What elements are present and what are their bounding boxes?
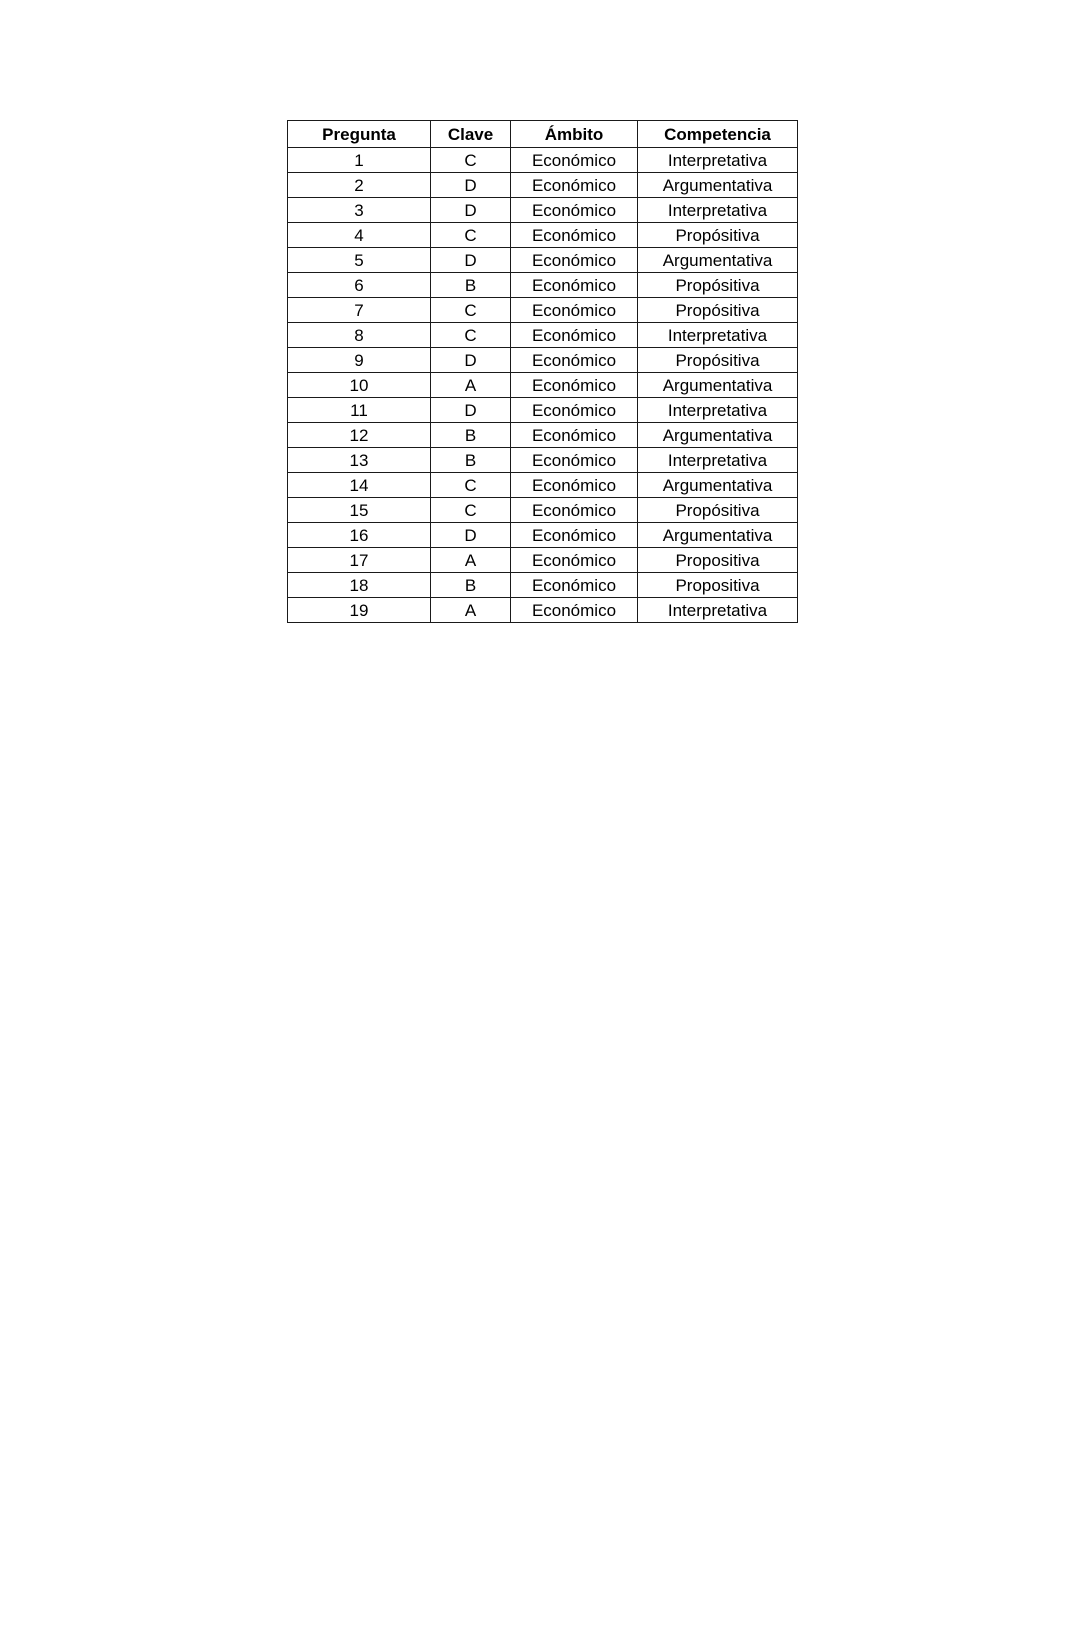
cell-pregunta: 13 [288, 448, 431, 473]
cell-competencia: Propósitiva [638, 273, 798, 298]
cell-pregunta: 12 [288, 423, 431, 448]
cell-competencia: Interpretativa [638, 448, 798, 473]
table-row [288, 498, 798, 523]
cell-ambito: Económico [511, 323, 638, 348]
cell-clave: C [431, 498, 511, 523]
cell-clave: C [431, 148, 511, 173]
table-body [288, 148, 798, 623]
cell-ambito: Económico [511, 573, 638, 598]
table-row [288, 423, 798, 448]
cell-competencia: Propositiva [638, 548, 798, 573]
cell-ambito: Económico [511, 498, 638, 523]
cell-ambito: Económico [511, 173, 638, 198]
cell-ambito: Económico [511, 248, 638, 273]
cell-competencia: Argumentativa [638, 248, 798, 273]
header-clave: Clave [431, 121, 511, 148]
cell-clave: B [431, 573, 511, 598]
answer-key-table [287, 120, 798, 623]
cell-competencia: Interpretativa [638, 323, 798, 348]
cell-competencia: Propositiva [638, 573, 798, 598]
cell-ambito: Económico [511, 373, 638, 398]
cell-pregunta: 17 [288, 548, 431, 573]
cell-ambito: Económico [511, 448, 638, 473]
cell-pregunta: 6 [288, 273, 431, 298]
cell-ambito: Económico [511, 598, 638, 623]
table-row [288, 248, 798, 273]
cell-competencia: Propósitiva [638, 298, 798, 323]
table-row [288, 348, 798, 373]
table-row [288, 323, 798, 348]
table-row [288, 548, 798, 573]
table-row [288, 448, 798, 473]
cell-ambito: Económico [511, 523, 638, 548]
cell-pregunta: 8 [288, 323, 431, 348]
cell-pregunta: 14 [288, 473, 431, 498]
table-row [288, 223, 798, 248]
cell-clave: D [431, 173, 511, 198]
table-header [288, 121, 798, 148]
cell-competencia: Interpretativa [638, 148, 798, 173]
cell-pregunta: 10 [288, 373, 431, 398]
cell-clave: C [431, 298, 511, 323]
cell-clave: A [431, 548, 511, 573]
cell-competencia: Argumentativa [638, 523, 798, 548]
cell-clave: B [431, 448, 511, 473]
header-row [288, 121, 798, 148]
cell-clave: C [431, 223, 511, 248]
cell-ambito: Económico [511, 473, 638, 498]
cell-pregunta: 2 [288, 173, 431, 198]
cell-competencia: Argumentativa [638, 473, 798, 498]
cell-clave: B [431, 273, 511, 298]
table-row [288, 198, 798, 223]
table-row [288, 373, 798, 398]
cell-ambito: Económico [511, 273, 638, 298]
cell-competencia: Argumentativa [638, 173, 798, 198]
cell-pregunta: 19 [288, 598, 431, 623]
cell-pregunta: 18 [288, 573, 431, 598]
cell-clave: D [431, 198, 511, 223]
cell-competencia: Propósitiva [638, 498, 798, 523]
cell-competencia: Interpretativa [638, 198, 798, 223]
table-row [288, 473, 798, 498]
table-row [288, 598, 798, 623]
cell-pregunta: 5 [288, 248, 431, 273]
cell-ambito: Económico [511, 198, 638, 223]
cell-competencia: Interpretativa [638, 598, 798, 623]
cell-pregunta: 11 [288, 398, 431, 423]
cell-ambito: Económico [511, 398, 638, 423]
cell-pregunta: 1 [288, 148, 431, 173]
cell-pregunta: 9 [288, 348, 431, 373]
cell-ambito: Económico [511, 148, 638, 173]
header-competencia: Competencia [638, 121, 798, 148]
table-row [288, 173, 798, 198]
cell-competencia: Propósitiva [638, 348, 798, 373]
cell-ambito: Económico [511, 548, 638, 573]
cell-competencia: Propósitiva [638, 223, 798, 248]
cell-clave: B [431, 423, 511, 448]
cell-pregunta: 4 [288, 223, 431, 248]
table-row [288, 273, 798, 298]
cell-clave: C [431, 473, 511, 498]
cell-pregunta: 7 [288, 298, 431, 323]
cell-competencia: Argumentativa [638, 373, 798, 398]
cell-ambito: Económico [511, 348, 638, 373]
cell-clave: D [431, 348, 511, 373]
table-row [288, 573, 798, 598]
cell-clave: D [431, 248, 511, 273]
cell-clave: C [431, 323, 511, 348]
table-row [288, 398, 798, 423]
cell-pregunta: 16 [288, 523, 431, 548]
header-pregunta: Pregunta [288, 121, 431, 148]
table-row [288, 298, 798, 323]
cell-ambito: Económico [511, 223, 638, 248]
cell-clave: A [431, 373, 511, 398]
cell-clave: D [431, 398, 511, 423]
cell-competencia: Interpretativa [638, 398, 798, 423]
cell-pregunta: 15 [288, 498, 431, 523]
table-row [288, 148, 798, 173]
cell-pregunta: 3 [288, 198, 431, 223]
cell-clave: D [431, 523, 511, 548]
cell-ambito: Económico [511, 423, 638, 448]
header-ambito: Ámbito [511, 121, 638, 148]
cell-competencia: Argumentativa [638, 423, 798, 448]
cell-ambito: Económico [511, 298, 638, 323]
cell-clave: A [431, 598, 511, 623]
table-row [288, 523, 798, 548]
